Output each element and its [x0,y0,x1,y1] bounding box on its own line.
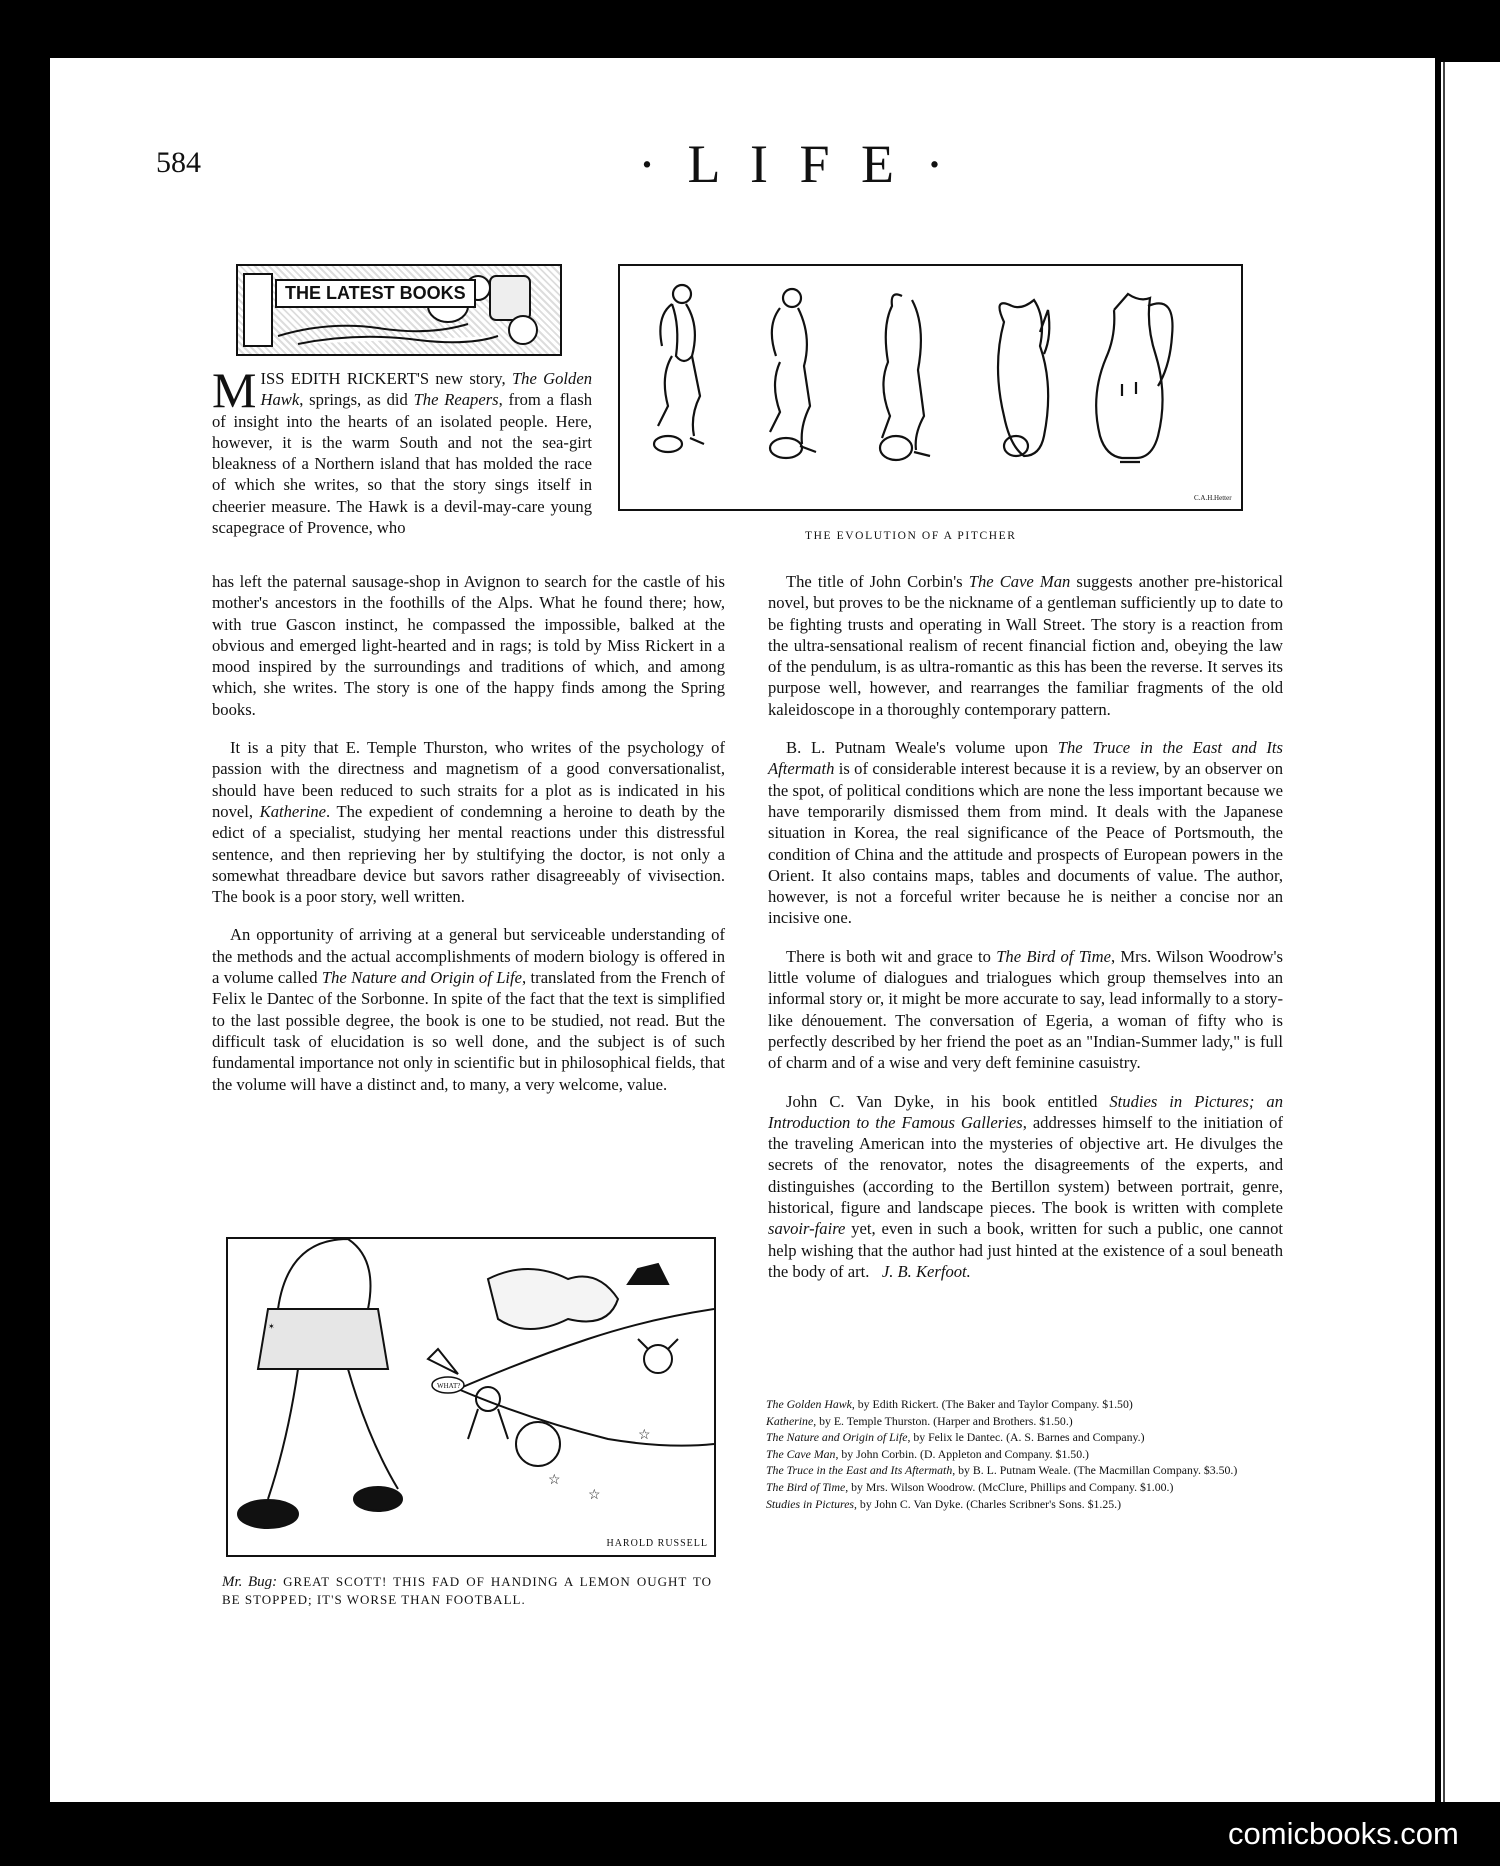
latest-books-banner [236,264,562,356]
reference-item: The Bird of Time, by Mrs. Wilson Woodrow. (McClure, Phillips and Company. $1.00.) [766,1479,1174,1494]
review-golden-hawk-continued: has left the paternal sausage-shop in Avignon to search for the castle of his mother's ancestors in the foothills of the Alps. What he found there; how, with true Gascon instinct, he compassed the impossible, balked at the obvious and emerged light-hearted and in rags; is told by Miss Rickert in a mood inspired by the surroundings and traditions of which, and among which, she writes. The story is one of the happy finds among the Spring books. [212,572,725,719]
cartoon-caption: Mr. Bug: GREAT SCOTT! THIS FAD OF HANDING A LEMON OUGHT TO BE STOPPED; IT'S WORSE THAN FOOTBALL. [222,1574,712,1607]
cartoon-speaker: Mr. Bug: [222,1574,278,1590]
review-cave-man: The title of John Corbin's The Cave Man suggests another pre-historical novel, but proves to be the nickname of a gentleman sufficiently up to date to be fighting trusts and operating in Wall Street. The story is a reaction from the ultra-sensational realism of recent financial fiction and, obeying the law of the pendulum, is as ultra-romantic as this has been the reverse. It serves its purpose well, however, and rearranges the familiar fragments of the old kaleidoscope in a thoroughly contemporary pattern. [768,572,1284,719]
review-truce-east: B. L. Putnam Weale's volume upon The Truce in the East and Its Aftermath is of considerable interest because it is a review, by an observer on the spot, of political conditions which are none the less important because we have temporarily dismissed them from mind. It deals with the Japanese situation in Korea, the real significance of the Peace of Portsmouth, the condition of China and the attitude and prospects of European powers in the Orient. It also contains maps, tables and documents of value. The author, however, is not a forceful writer because he is neither a concise nor an incisive one. [768,738,1283,928]
adjacent-page-edge [1441,62,1500,1802]
magazine-title: · L I F E · [638,134,953,194]
right-column [768,571,1283,1299]
banner-label: THE LATEST BOOKS [275,279,476,308]
review-nature-origin-life: An opportunity of arriving at a general but serviceable understanding of the methods and the actual accomplishments of modern biology is offered in a volume called The Nature and Origin of Life, translated from the French of Felix le Dantec of the Sorbonne. In spite of the fact that the text is simplified to the last possible degree, the book is one to be studied, not read. But the difficult task of elucidation is so well done, and the subject is of such fundamental importance not only in scientific but in philosophical fields, that the volume will have a distinct and, to many, a very welcome, value. [212,925,726,1094]
book-references-list [766,1397,1285,1513]
svg-text:☆: ☆ [638,1428,651,1443]
reference-item: The Cave Man, by John Corbin. (D. Appleton and Company. $1.50.) [766,1446,1089,1461]
review-bird-of-time: There is both wit and grace to The Bird of Time, Mrs. Wilson Woodrow's little volume of dialogues and trialogues which group themselves into an informal story or, it might be more accurate to say, lead informally to a story-like dénouement. The conversation of Egeria, a woman of fifty who is perfectly described by her friend the poet as an "Indian-Summer lady," is full of charm and of a wise and very deft feminine casuistry. [768,946,1283,1073]
pitcher-evolution-illustration [618,264,1243,511]
pitcher-artist-signature: C.A.H.Hetter [1194,494,1232,502]
drop-cap: M [212,362,257,418]
reference-item: The Truce in the East and Its Aftermath, by B. L. Putnam Weale. (The Macmillan Company. $3.50.) [766,1463,1238,1478]
page-number: 584 [156,146,201,179]
svg-text:☆: ☆ [588,1488,601,1503]
pitcher-caption: THE EVOLUTION OF A PITCHER [805,530,1017,542]
site-watermark: comicbooks.com [1228,1816,1459,1851]
cartoon-speech-bubble: WHAT? [437,1382,461,1390]
reference-item: Katherine, by E. Temple Thurston. (Harper and Brothers. $1.50.) [766,1413,1073,1428]
reference-item: The Golden Hawk, by Edith Rickert. (The Baker and Taylor Company. $1.50) [766,1397,1133,1411]
cartoon-drawing [228,1239,714,1555]
pitcher-evolution-drawing [620,266,1241,509]
svg-text:☆: ☆ [548,1473,561,1488]
left-column-intro [212,362,592,555]
svg-text:✶: ✶ [268,1322,275,1331]
mr-bug-cartoon [226,1237,716,1557]
left-column [212,571,725,1112]
review-studies-pictures: John C. Van Dyke, in his book entitled Studies in Pictures; an Introduction to the Famous Galleries, addresses himself to the initiation of the traveling American into the mysteries of objective art. He divulges the secrets of the renovator, notes the disagreements of the experts, and distinguishes (according to the Bertillon system) between portrait, genre, historical, figure and landscape pieces. The book is written with complete savoir-faire yet, even in such a book, written for such a public, one cannot help wishing that the author had just hinted at the existence of a soul beneath the body of art. J. B. Kerfoot. [768,1091,1284,1281]
review-katherine: It is a pity that E. Temple Thurston, who writes of the psychology of passion with the directness and magnetism of a good conversationalist, should have been reduced to such straits for a plot as is indicated in his novel, Katherine. The expedient of condemning a heroine to death by the edict of a specialist, studying her mental reactions under this distressful sentence, and then reprieving her by stultifying the doctor, is not only a somewhat threadbare device but savors rather disagreeably of vivisection. The book is a poor story, well written. [212,738,725,907]
cartoon-signature: HAROLD RUSSELL [606,1538,708,1549]
review-author: J. B. Kerfoot. [881,1261,971,1281]
reference-item: Studies in Pictures, by John C. Van Dyke. (Charles Scribner's Sons. $1.25.) [766,1496,1122,1511]
review-golden-hawk: MISS EDITH RICKERT'S new story, The Golden Hawk, springs, as did The Reapers, from a flash of insight into the hearts of an isolated people. Here, however, it is the warm South and not the sea-girt bleakness of a Northern island that has molded the race of which she writes, so that the story sings itself in cheerier measure. The Hawk is a devil-may-care young scapegrace of Provence, who [212,362,592,538]
reference-item: The Nature and Origin of Life, by Felix le Dantec. (A. S. Barnes and Company.) [766,1430,1145,1445]
